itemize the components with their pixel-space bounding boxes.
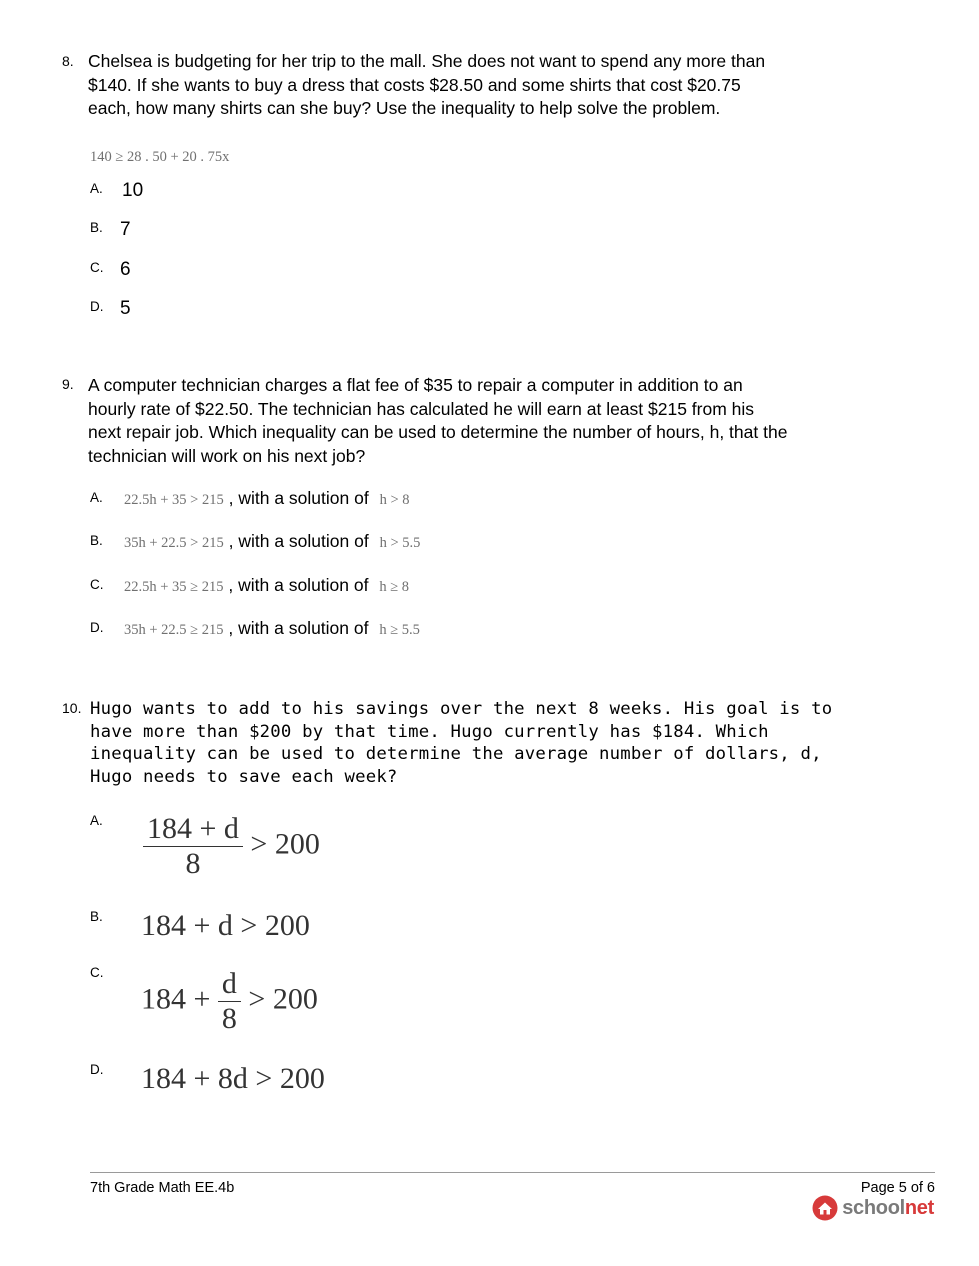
fraction-numerator: d [221, 967, 237, 1000]
inequality-rest: > 200 [248, 982, 318, 1016]
q8-choice-a[interactable]: 10 [122, 180, 144, 201]
inequality-rest: > 200 [250, 827, 320, 861]
question-8-number: 8. [62, 53, 74, 69]
fraction-numerator: 184 + d [147, 812, 239, 845]
q9-choice-a[interactable] [124, 488, 410, 509]
fraction-denominator: 8 [143, 846, 243, 881]
question-9-number: 9. [62, 376, 74, 392]
q10-choice-a[interactable] [143, 812, 320, 881]
question-10-line: Hugo needs to save each week? [90, 766, 398, 787]
question-10-line: have more than $200 by that time. Hugo currently has $184. Which [90, 721, 769, 742]
choice-connector: , with a solution of [228, 575, 369, 595]
q8-choice-d[interactable]: 5 [120, 298, 131, 319]
choice-solution: h ≥ 5.5 [379, 622, 420, 638]
q8-choice-b[interactable]: 7 [120, 219, 131, 240]
choice-letter: D. [90, 299, 104, 314]
logo-text [842, 1197, 934, 1220]
choice-connector: , with a solution of [228, 488, 369, 508]
choice-letter: B. [90, 533, 103, 548]
q10-choice-b[interactable]: 184 + d > 200 [141, 909, 310, 942]
choice-inequality: 35h + 22.5 ≥ 215 [124, 622, 224, 638]
choice-letter: A. [90, 813, 103, 828]
choice-letter: C. [90, 965, 104, 980]
choice-letter: B. [90, 220, 103, 235]
fraction [218, 967, 241, 1036]
question-8-line: $140. If she wants to buy a dress that costs $28.50 and some shirts that cost $20.75 [88, 74, 741, 95]
choice-solution: h ≥ 8 [379, 579, 410, 595]
q9-choice-c[interactable] [124, 575, 409, 596]
q8-choice-c[interactable]: 6 [120, 259, 131, 280]
choice-letter: B. [90, 909, 103, 924]
question-9-line: hourly rate of $22.50. The technician has calculated he will earn at least $215 from his [88, 398, 755, 419]
choice-letter: D. [90, 1062, 104, 1077]
q9-choice-d[interactable] [124, 618, 420, 639]
q10-choice-c[interactable] [141, 967, 318, 1036]
choice-solution: h > 5.5 [379, 535, 421, 551]
choice-letter: A. [90, 490, 103, 505]
question-9-text [88, 374, 787, 468]
choice-connector: , with a solution of [228, 531, 369, 551]
question-10-number: 10. [62, 700, 82, 716]
question-8-line: Chelsea is budgeting for her trip to the mall. She does not want to spend any more than [88, 51, 766, 71]
choice-letter: C. [90, 577, 104, 592]
choice-inequality: 22.5h + 35 > 215 [124, 492, 224, 508]
logo-text-suffix: net [904, 1196, 934, 1219]
question-9-line: technician will work on his next job? [88, 445, 366, 466]
question-8-line: each, how many shirts can she buy? Use the inequality to help solve the problem. [88, 98, 721, 118]
choice-letter: A. [90, 181, 103, 196]
choice-connector: , with a solution of [228, 618, 369, 638]
page-indicator: Page 5 of 6 [860, 1180, 935, 1196]
fraction [143, 812, 243, 881]
choice-letter: C. [90, 260, 104, 275]
question-8-text [88, 50, 765, 121]
question-10-line: Hugo wants to add to his savings over the next 8 weeks. His goal is to [90, 699, 833, 719]
footer-title: 7th Grade Math EE.4b [90, 1180, 235, 1196]
q9-choice-b[interactable] [124, 531, 420, 552]
fraction-denominator: 8 [218, 1001, 241, 1036]
question-9-line: next repair job. Which inequality can be used to determine the number of hours, h, that the [88, 422, 788, 442]
choice-inequality: 22.5h + 35 ≥ 215 [124, 579, 224, 595]
question-8-inequality: 140 ≥ 28 . 50 + 20 . 75x [90, 149, 230, 165]
choice-solution: h > 8 [379, 492, 410, 508]
house-icon [812, 1195, 838, 1221]
inequality-lead: 184 + [141, 982, 211, 1016]
question-9-line: A computer technician charges a flat fee of $35 to repair a computer in addition to an [88, 375, 743, 395]
logo-text-prefix: school [842, 1196, 905, 1219]
q10-choice-d[interactable]: 184 + 8d > 200 [141, 1062, 325, 1095]
choice-inequality: 35h + 22.5 > 215 [124, 535, 224, 551]
schoolnet-logo [812, 1195, 934, 1221]
footer-divider [90, 1172, 935, 1173]
question-10-text [90, 698, 832, 788]
question-10-line: inequality can be used to determine the average number of dollars, d, [90, 744, 822, 764]
choice-letter: D. [90, 620, 104, 635]
